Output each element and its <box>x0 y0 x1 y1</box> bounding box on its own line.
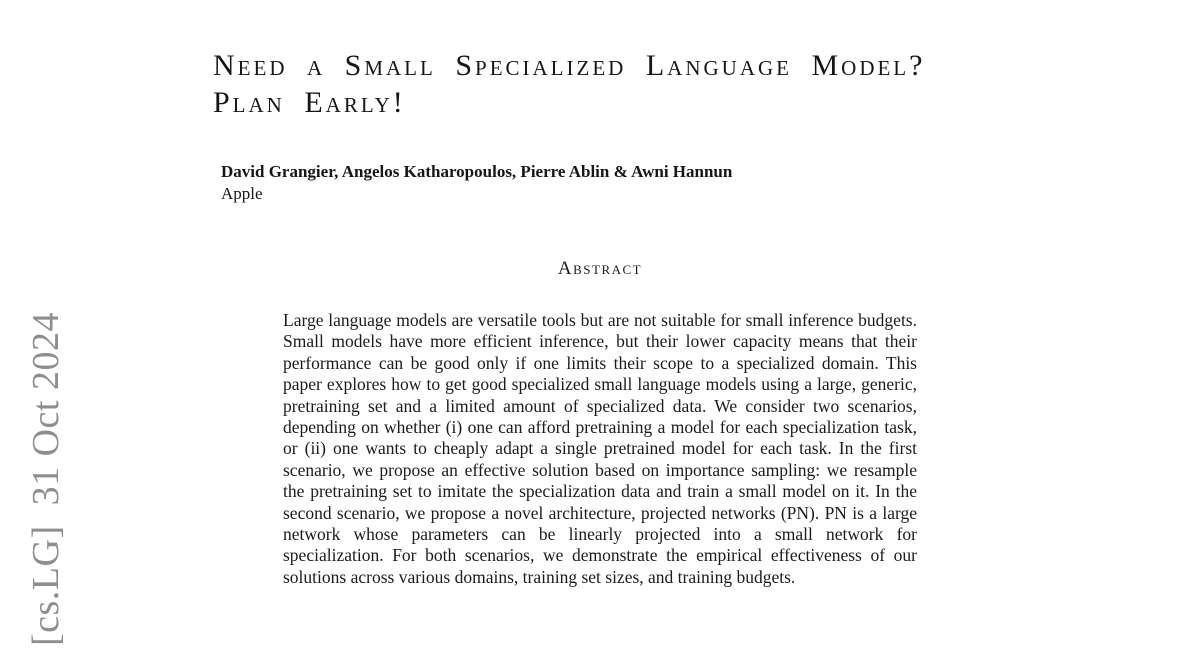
authors-line: David Grangier, Angelos Katharopoulos, Pierre Ablin & Awni Hannun <box>221 162 733 181</box>
paper-title <box>213 47 1073 121</box>
arxiv-watermark: [cs.LG] 31 Oct 2024 <box>25 312 67 646</box>
paper-title-line-1: Need a Small Specialized Language Model? <box>213 49 926 82</box>
paper-title-line-2: Plan Early! <box>213 86 406 119</box>
abstract-text: Large language models are versatile tools but are not suitable for small inference budgets. Small models have more efficient inference, but their lower capacity means that their performance can be good only if one limits their scope to a specialized domain. This paper explores how to get good specialized small language models using a large, generic, pretraining set and a limited amount of specialized data. We consider two scenarios, depending on whether (i) one can afford pretraining a model for each specialization task, or (ii) one wants to cheaply adapt a single pretrained model for each task. In the first scenario, we propose an effective solution based on importance sampling: we resample the pretraining set to imitate the specialization data and train a small model on it. In the second scenario, we propose a novel architecture, projected networks (PN). PN is a large network whose parameters can be linearly projected into a small network for specialization. For both scenarios, we demonstrate the empirical effectiveness of our solutions across various domains, training set sizes, and training budgets. <box>283 310 917 587</box>
authors-block <box>221 161 981 204</box>
abstract-section <box>283 257 917 588</box>
affiliation: Apple <box>221 183 263 203</box>
abstract-heading: Abstract <box>557 258 643 279</box>
